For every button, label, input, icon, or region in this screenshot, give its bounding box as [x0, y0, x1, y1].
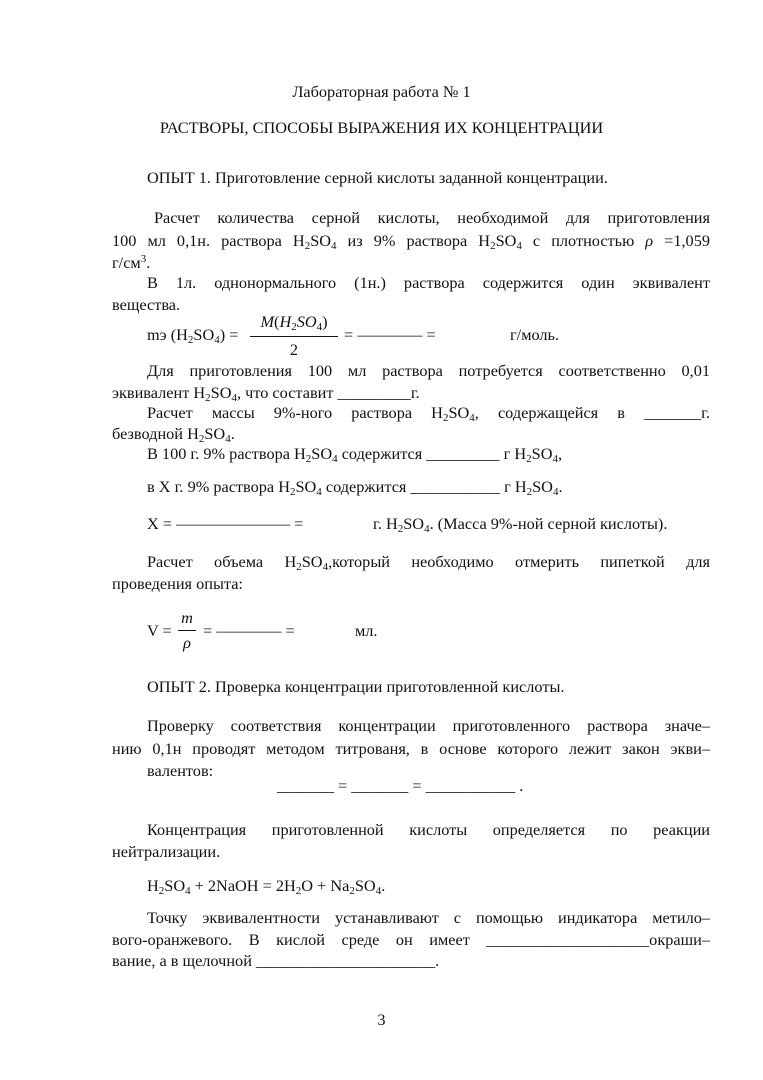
molar-mass-numerator: $M(H_2SO_4)$: [260, 312, 328, 333]
x-equation-tail: г. $H_2SO_4$. (Масса 9%-ной серной кислоты).: [373, 514, 668, 535]
equivalence-law-blanks: _______ = _______ = ___________ .: [277, 776, 524, 795]
exp2-p2-line2: нейтрализации.: [112, 842, 221, 861]
fraction-bar: [250, 336, 338, 337]
volume-result: = ———— =: [203, 621, 295, 640]
x-equation: X = ——————— =: [147, 514, 304, 533]
exp1-p7-line2: проведения опыта:: [112, 574, 243, 593]
exp1-p2-line2: вещества.: [112, 295, 181, 314]
exp2-p1-line3: валентов:: [147, 761, 214, 780]
volume-numerator: m: [181, 608, 193, 627]
exp1-heading: ОПЫТ 1. Приготовление серной кислоты заданной концентрации.: [147, 168, 608, 187]
volume-fraction-bar: [178, 630, 196, 631]
exp1-p1-line2: 100 мл 0,1н. раствора $H_2SO_4$ из 9% раствора $H_2SO_4$ с плотностью ρ =1,059: [112, 231, 710, 252]
exp2-p1-line2: нию 0,1н проводят методом титрованя, в основе которого лежит закон экви–: [112, 739, 710, 758]
exp1-p3-line2: эквивалент $H_2SO_4$, что составит _________г.: [112, 383, 420, 404]
exp2-p3-line1: Точку эквивалентности устанавливают с помощью индикатора метило–: [147, 908, 710, 927]
proportion-line-2: в X г. 9% раствора $H_2SO_4$ содержится ___________ г $H_2SO_4$.: [147, 477, 563, 498]
volume-unit: мл.: [355, 621, 378, 640]
exp2-p3-line2: вого-оранжевого. В кислой среде он имеет ____________________окраши–: [112, 930, 710, 949]
exp2-p1-line1: Проверку соответствия концентрации приготовленного раствора значе–: [147, 716, 710, 735]
equivalent-mass-result: = ———— =: [344, 325, 436, 344]
exp1-p4-line1: Расчет массы 9%-ного раствора $H_2SO_4$, содержащейся в _______г.: [147, 403, 710, 424]
exp2-p2-line1: Концентрация приготовленной кислоты определяется по реакции: [147, 820, 710, 839]
lab-title: Лабораторная работа № 1: [292, 82, 471, 101]
equivalent-mass-label: mэ $(H_2SO_4)$ =: [147, 325, 239, 346]
molar-mass-denominator: 2: [289, 340, 299, 359]
proportion-line-1: В 100 г. 9% раствора $H_2SO_4$ содержится _________ г $H_2SO_4$,: [147, 444, 563, 465]
volume-denominator: ρ: [183, 633, 191, 652]
exp1-p7-line1: Расчет объема $H_2SO_4,который$ необходимо отмерить пипеткой для: [147, 552, 710, 573]
exp1-p2-line1: В 1л. однонормального (1н.) раствора содержится один эквивалент: [147, 273, 710, 292]
equivalent-mass-unit: г/моль.: [510, 325, 560, 344]
main-title: РАСТВОРЫ, СПОСОБЫ ВЫРАЖЕНИЯ ИХ КОНЦЕНТРАЦИИ: [159, 118, 604, 137]
volume-label: V =: [147, 621, 172, 640]
exp1-p3-line1: Для приготовления 100 мл раствора потребуется соответственно 0,01: [147, 361, 710, 380]
reaction-equation: $H_2SO_4$ + 2NaOH = $2H_2O + Na_2SO_4$.: [147, 876, 386, 897]
exp2-heading: ОПЫТ 2. Проверка концентрации приготовленной кислоты.: [147, 677, 565, 696]
page-number: 3: [377, 1010, 386, 1029]
exp1-p1-line1: Расчет количества серной кислоты, необходимой для приготовления: [154, 208, 710, 227]
exp2-p3-line3: вание, а в щелочной ______________________.: [112, 951, 440, 970]
exp1-p4-line2: безводной $H_2SO_4$.: [112, 424, 235, 445]
rho-symbol: ρ: [645, 231, 654, 250]
exp1-p1-line3: $г/см^3$.: [112, 253, 151, 272]
